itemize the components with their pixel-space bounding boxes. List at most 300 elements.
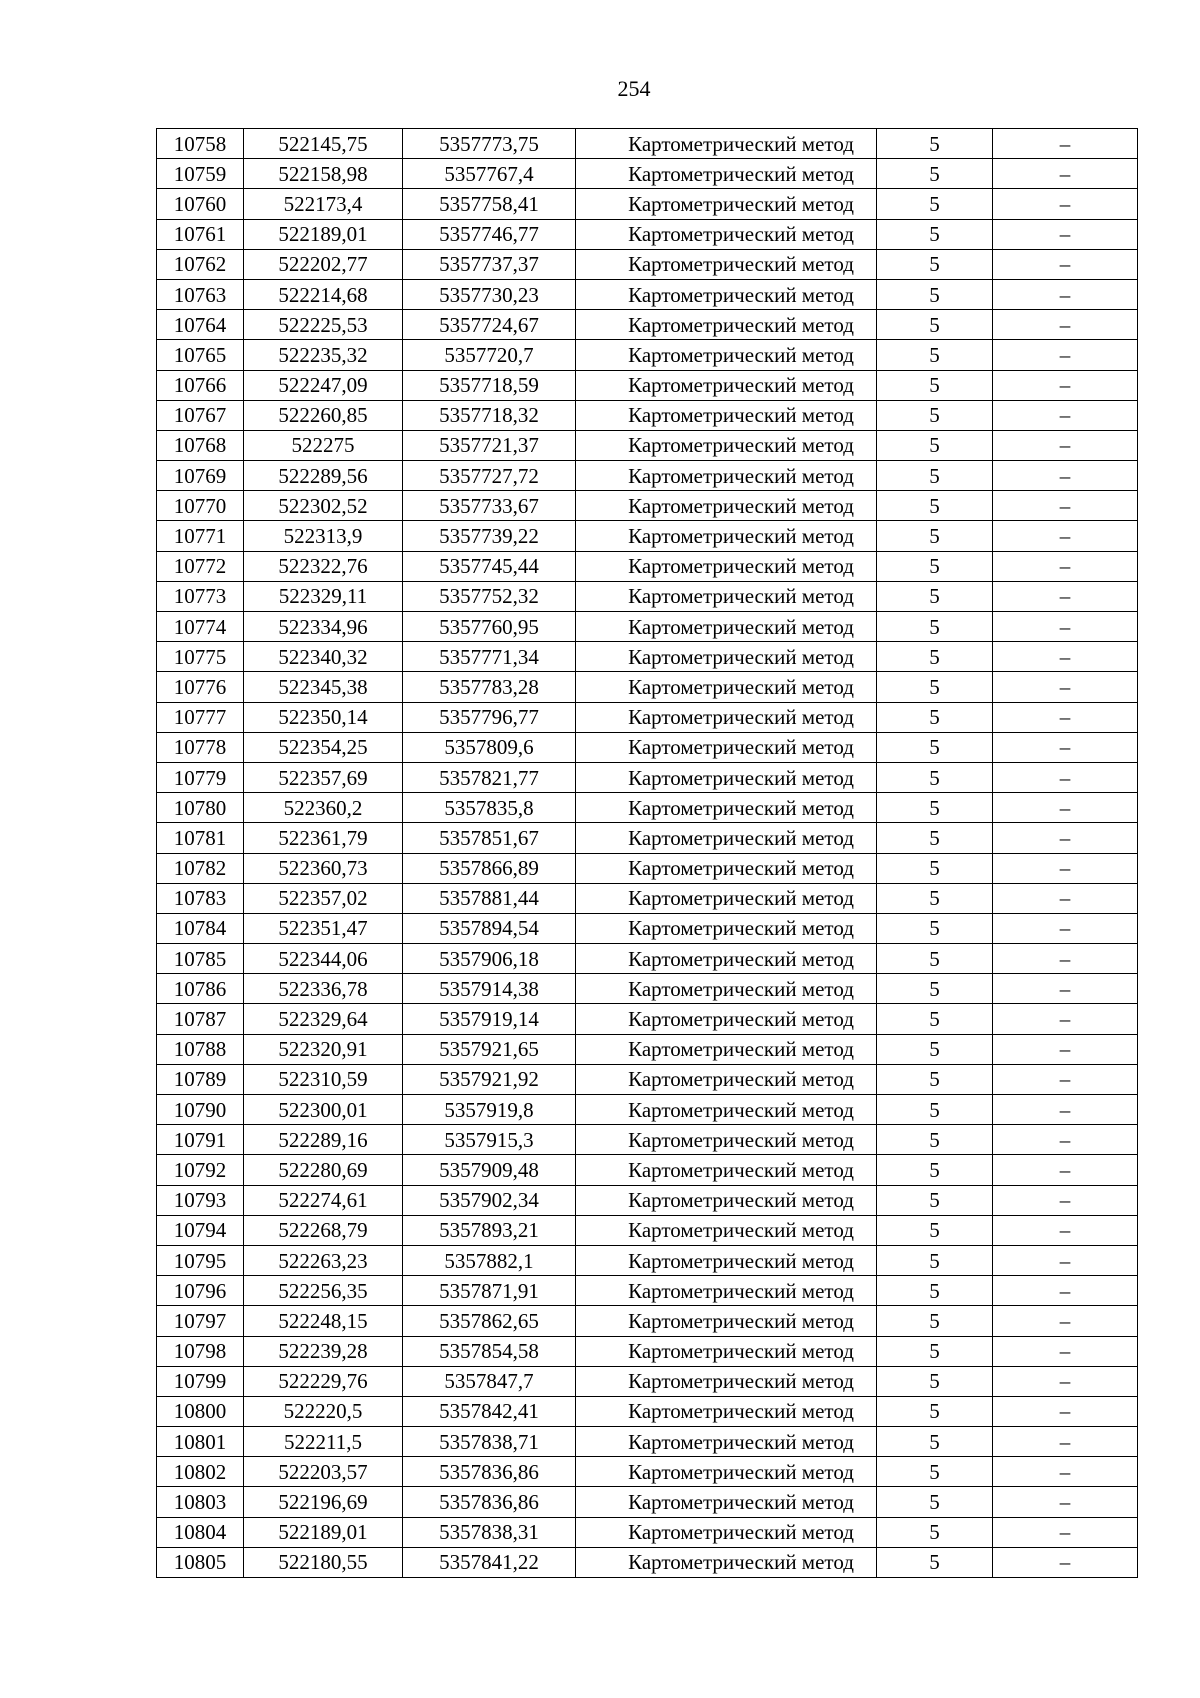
method-cell: Картометрический метод: [576, 159, 877, 189]
accuracy-cell: 5: [877, 461, 993, 491]
table-row: [157, 1547, 1138, 1577]
x-coordinate-cell: 522225,53: [244, 310, 403, 340]
table-row: [157, 1245, 1138, 1275]
method-cell: Картометрический метод: [576, 612, 877, 642]
description-cell: –: [993, 551, 1138, 581]
point-number-cell: 10775: [157, 642, 244, 672]
point-number-cell: 10788: [157, 1034, 244, 1064]
x-coordinate-cell: 522268,79: [244, 1215, 403, 1245]
point-number-cell: 10804: [157, 1517, 244, 1547]
method-cell: Картометрический метод: [576, 551, 877, 581]
y-coordinate-cell: 5357739,22: [403, 521, 576, 551]
method-cell: Картометрический метод: [576, 249, 877, 279]
y-coordinate-cell: 5357871,91: [403, 1276, 576, 1306]
y-coordinate-cell: 5357718,32: [403, 400, 576, 430]
accuracy-cell: 5: [877, 853, 993, 883]
y-coordinate-cell: 5357841,22: [403, 1547, 576, 1577]
table-row: [157, 551, 1138, 581]
y-coordinate-cell: 5357746,77: [403, 219, 576, 249]
point-number-cell: 10781: [157, 823, 244, 853]
method-cell: Картометрический метод: [576, 732, 877, 762]
coordinates-table: [156, 128, 1138, 1578]
description-cell: –: [993, 1155, 1138, 1185]
table-row: [157, 944, 1138, 974]
point-number-cell: 10760: [157, 189, 244, 219]
method-cell: Картометрический метод: [576, 279, 877, 309]
method-cell: Картометрический метод: [576, 581, 877, 611]
method-cell: Картометрический метод: [576, 642, 877, 672]
accuracy-cell: 5: [877, 551, 993, 581]
description-cell: –: [993, 1276, 1138, 1306]
page-number: 254: [617, 76, 651, 101]
description-cell: –: [993, 1185, 1138, 1215]
x-coordinate-cell: 522302,52: [244, 491, 403, 521]
description-cell: –: [993, 159, 1138, 189]
table-row: [157, 913, 1138, 943]
method-cell: Картометрический метод: [576, 370, 877, 400]
table-row: [157, 672, 1138, 702]
point-number-cell: 10773: [157, 581, 244, 611]
x-coordinate-cell: 522260,85: [244, 400, 403, 430]
x-coordinate-cell: 522322,76: [244, 551, 403, 581]
method-cell: Картометрический метод: [576, 129, 877, 159]
accuracy-cell: 5: [877, 129, 993, 159]
point-number-cell: 10771: [157, 521, 244, 551]
y-coordinate-cell: 5357862,65: [403, 1306, 576, 1336]
table-row: [157, 1396, 1138, 1426]
method-cell: Картометрический метод: [576, 1155, 877, 1185]
table-row: [157, 400, 1138, 430]
table-row: [157, 1095, 1138, 1125]
description-cell: –: [993, 732, 1138, 762]
description-cell: –: [993, 279, 1138, 309]
description-cell: –: [993, 1517, 1138, 1547]
description-cell: –: [993, 340, 1138, 370]
y-coordinate-cell: 5357771,34: [403, 642, 576, 672]
y-coordinate-cell: 5357847,7: [403, 1366, 576, 1396]
point-number-cell: 10776: [157, 672, 244, 702]
table-row: [157, 1125, 1138, 1155]
description-cell: –: [993, 974, 1138, 1004]
description-cell: –: [993, 310, 1138, 340]
table-row: [157, 1155, 1138, 1185]
x-coordinate-cell: 522202,77: [244, 249, 403, 279]
method-cell: Картометрический метод: [576, 400, 877, 430]
description-cell: –: [993, 1366, 1138, 1396]
accuracy-cell: 5: [877, 430, 993, 460]
x-coordinate-cell: 522320,91: [244, 1034, 403, 1064]
x-coordinate-cell: 522203,57: [244, 1457, 403, 1487]
point-number-cell: 10786: [157, 974, 244, 1004]
y-coordinate-cell: 5357724,67: [403, 310, 576, 340]
point-number-cell: 10767: [157, 400, 244, 430]
method-cell: Картометрический метод: [576, 1276, 877, 1306]
description-cell: –: [993, 1245, 1138, 1275]
description-cell: –: [993, 1004, 1138, 1034]
table-row: [157, 430, 1138, 460]
y-coordinate-cell: 5357921,92: [403, 1064, 576, 1094]
x-coordinate-cell: 522289,16: [244, 1125, 403, 1155]
y-coordinate-cell: 5357821,77: [403, 762, 576, 792]
method-cell: Картометрический метод: [576, 461, 877, 491]
y-coordinate-cell: 5357882,1: [403, 1245, 576, 1275]
description-cell: –: [993, 612, 1138, 642]
method-cell: Картометрический метод: [576, 1245, 877, 1275]
y-coordinate-cell: 5357835,8: [403, 793, 576, 823]
method-cell: Картометрический метод: [576, 491, 877, 521]
x-coordinate-cell: 522180,55: [244, 1547, 403, 1577]
table-body: [157, 129, 1138, 1578]
table-row: [157, 702, 1138, 732]
point-number-cell: 10768: [157, 430, 244, 460]
x-coordinate-cell: 522220,5: [244, 1396, 403, 1426]
method-cell: Картометрический метод: [576, 189, 877, 219]
accuracy-cell: 5: [877, 1125, 993, 1155]
accuracy-cell: 5: [877, 159, 993, 189]
description-cell: –: [993, 219, 1138, 249]
table-row: [157, 732, 1138, 762]
method-cell: Картометрический метод: [576, 1547, 877, 1577]
point-number-cell: 10784: [157, 913, 244, 943]
description-cell: –: [993, 1457, 1138, 1487]
method-cell: Картометрический метод: [576, 974, 877, 1004]
method-cell: Картометрический метод: [576, 340, 877, 370]
method-cell: Картометрический метод: [576, 1306, 877, 1336]
accuracy-cell: 5: [877, 491, 993, 521]
y-coordinate-cell: 5357737,37: [403, 249, 576, 279]
point-number-cell: 10791: [157, 1125, 244, 1155]
point-number-cell: 10790: [157, 1095, 244, 1125]
method-cell: Картометрический метод: [576, 521, 877, 551]
table-row: [157, 1457, 1138, 1487]
description-cell: –: [993, 642, 1138, 672]
method-cell: Картометрический метод: [576, 1215, 877, 1245]
point-number-cell: 10769: [157, 461, 244, 491]
method-cell: Картометрический метод: [576, 762, 877, 792]
description-cell: –: [993, 913, 1138, 943]
y-coordinate-cell: 5357921,65: [403, 1034, 576, 1064]
x-coordinate-cell: 522354,25: [244, 732, 403, 762]
point-number-cell: 10783: [157, 883, 244, 913]
accuracy-cell: 5: [877, 1366, 993, 1396]
table-row: [157, 461, 1138, 491]
method-cell: Картометрический метод: [576, 1396, 877, 1426]
x-coordinate-cell: 522345,38: [244, 672, 403, 702]
table-row: [157, 491, 1138, 521]
table-row: [157, 1185, 1138, 1215]
y-coordinate-cell: 5357720,7: [403, 340, 576, 370]
accuracy-cell: 5: [877, 1547, 993, 1577]
accuracy-cell: 5: [877, 793, 993, 823]
description-cell: –: [993, 762, 1138, 792]
point-number-cell: 10805: [157, 1547, 244, 1577]
accuracy-cell: 5: [877, 340, 993, 370]
method-cell: Картометрический метод: [576, 1517, 877, 1547]
x-coordinate-cell: 522196,69: [244, 1487, 403, 1517]
accuracy-cell: 5: [877, 1276, 993, 1306]
x-coordinate-cell: 522145,75: [244, 129, 403, 159]
method-cell: Картометрический метод: [576, 1427, 877, 1457]
table-row: [157, 1517, 1138, 1547]
point-number-cell: 10774: [157, 612, 244, 642]
description-cell: –: [993, 249, 1138, 279]
y-coordinate-cell: 5357718,59: [403, 370, 576, 400]
accuracy-cell: 5: [877, 400, 993, 430]
accuracy-cell: 5: [877, 1034, 993, 1064]
x-coordinate-cell: 522350,14: [244, 702, 403, 732]
x-coordinate-cell: 522248,15: [244, 1306, 403, 1336]
method-cell: Картометрический метод: [576, 853, 877, 883]
table-row: [157, 1034, 1138, 1064]
method-cell: Картометрический метод: [576, 1095, 877, 1125]
point-number-cell: 10759: [157, 159, 244, 189]
method-cell: Картометрический метод: [576, 672, 877, 702]
method-cell: Картометрический метод: [576, 1034, 877, 1064]
point-number-cell: 10785: [157, 944, 244, 974]
point-number-cell: 10793: [157, 1185, 244, 1215]
y-coordinate-cell: 5357727,72: [403, 461, 576, 491]
table-row: [157, 612, 1138, 642]
y-coordinate-cell: 5357758,41: [403, 189, 576, 219]
x-coordinate-cell: 522310,59: [244, 1064, 403, 1094]
description-cell: –: [993, 461, 1138, 491]
y-coordinate-cell: 5357721,37: [403, 430, 576, 460]
y-coordinate-cell: 5357902,34: [403, 1185, 576, 1215]
x-coordinate-cell: 522235,32: [244, 340, 403, 370]
accuracy-cell: 5: [877, 310, 993, 340]
y-coordinate-cell: 5357906,18: [403, 944, 576, 974]
table-row: [157, 762, 1138, 792]
x-coordinate-cell: 522239,28: [244, 1336, 403, 1366]
point-number-cell: 10770: [157, 491, 244, 521]
table-row: [157, 189, 1138, 219]
accuracy-cell: 5: [877, 581, 993, 611]
description-cell: –: [993, 400, 1138, 430]
y-coordinate-cell: 5357919,8: [403, 1095, 576, 1125]
method-cell: Картометрический метод: [576, 310, 877, 340]
method-cell: Картометрический метод: [576, 1366, 877, 1396]
point-number-cell: 10796: [157, 1276, 244, 1306]
description-cell: –: [993, 883, 1138, 913]
table-row: [157, 521, 1138, 551]
y-coordinate-cell: 5357854,58: [403, 1336, 576, 1366]
table-row: [157, 974, 1138, 1004]
x-coordinate-cell: 522280,69: [244, 1155, 403, 1185]
accuracy-cell: 5: [877, 1517, 993, 1547]
accuracy-cell: 5: [877, 189, 993, 219]
point-number-cell: 10777: [157, 702, 244, 732]
description-cell: –: [993, 793, 1138, 823]
description-cell: –: [993, 430, 1138, 460]
accuracy-cell: 5: [877, 1396, 993, 1426]
description-cell: –: [993, 521, 1138, 551]
x-coordinate-cell: 522247,09: [244, 370, 403, 400]
table-row: [157, 1306, 1138, 1336]
description-cell: –: [993, 1215, 1138, 1245]
x-coordinate-cell: 522351,47: [244, 913, 403, 943]
point-number-cell: 10765: [157, 340, 244, 370]
point-number-cell: 10792: [157, 1155, 244, 1185]
point-number-cell: 10763: [157, 279, 244, 309]
point-number-cell: 10801: [157, 1427, 244, 1457]
description-cell: –: [993, 189, 1138, 219]
x-coordinate-cell: 522313,9: [244, 521, 403, 551]
table-row: [157, 1427, 1138, 1457]
y-coordinate-cell: 5357838,31: [403, 1517, 576, 1547]
y-coordinate-cell: 5357733,67: [403, 491, 576, 521]
method-cell: Картометрический метод: [576, 883, 877, 913]
x-coordinate-cell: 522344,06: [244, 944, 403, 974]
x-coordinate-cell: 522158,98: [244, 159, 403, 189]
table-row: [157, 1004, 1138, 1034]
table-row: [157, 279, 1138, 309]
table-row: [157, 1366, 1138, 1396]
accuracy-cell: 5: [877, 672, 993, 702]
y-coordinate-cell: 5357809,6: [403, 732, 576, 762]
x-coordinate-cell: 522360,73: [244, 853, 403, 883]
x-coordinate-cell: 522189,01: [244, 219, 403, 249]
accuracy-cell: 5: [877, 1457, 993, 1487]
x-coordinate-cell: 522357,69: [244, 762, 403, 792]
description-cell: –: [993, 1034, 1138, 1064]
accuracy-cell: 5: [877, 279, 993, 309]
description-cell: –: [993, 1336, 1138, 1366]
description-cell: –: [993, 1306, 1138, 1336]
accuracy-cell: 5: [877, 1215, 993, 1245]
x-coordinate-cell: 522275: [244, 430, 403, 460]
point-number-cell: 10780: [157, 793, 244, 823]
accuracy-cell: 5: [877, 642, 993, 672]
description-cell: –: [993, 129, 1138, 159]
accuracy-cell: 5: [877, 732, 993, 762]
y-coordinate-cell: 5357838,71: [403, 1427, 576, 1457]
y-coordinate-cell: 5357836,86: [403, 1487, 576, 1517]
table-row: [157, 1215, 1138, 1245]
accuracy-cell: 5: [877, 762, 993, 792]
x-coordinate-cell: 522334,96: [244, 612, 403, 642]
method-cell: Картометрический метод: [576, 1064, 877, 1094]
accuracy-cell: 5: [877, 1427, 993, 1457]
point-number-cell: 10758: [157, 129, 244, 159]
y-coordinate-cell: 5357730,23: [403, 279, 576, 309]
table-row: [157, 581, 1138, 611]
y-coordinate-cell: 5357842,41: [403, 1396, 576, 1426]
y-coordinate-cell: 5357745,44: [403, 551, 576, 581]
method-cell: Картометрический метод: [576, 793, 877, 823]
accuracy-cell: 5: [877, 1155, 993, 1185]
accuracy-cell: 5: [877, 370, 993, 400]
y-coordinate-cell: 5357773,75: [403, 129, 576, 159]
description-cell: –: [993, 1487, 1138, 1517]
y-coordinate-cell: 5357915,3: [403, 1125, 576, 1155]
x-coordinate-cell: 522336,78: [244, 974, 403, 1004]
accuracy-cell: 5: [877, 913, 993, 943]
accuracy-cell: 5: [877, 974, 993, 1004]
y-coordinate-cell: 5357909,48: [403, 1155, 576, 1185]
table-row: [157, 1336, 1138, 1366]
table-row: [157, 219, 1138, 249]
point-number-cell: 10779: [157, 762, 244, 792]
y-coordinate-cell: 5357893,21: [403, 1215, 576, 1245]
x-coordinate-cell: 522256,35: [244, 1276, 403, 1306]
y-coordinate-cell: 5357752,32: [403, 581, 576, 611]
description-cell: –: [993, 1095, 1138, 1125]
accuracy-cell: 5: [877, 612, 993, 642]
y-coordinate-cell: 5357914,38: [403, 974, 576, 1004]
method-cell: Картометрический метод: [576, 823, 877, 853]
table-row: [157, 823, 1138, 853]
table-row: [157, 793, 1138, 823]
accuracy-cell: 5: [877, 1487, 993, 1517]
y-coordinate-cell: 5357796,77: [403, 702, 576, 732]
table-row: [157, 1276, 1138, 1306]
point-number-cell: 10764: [157, 310, 244, 340]
table-row: [157, 159, 1138, 189]
point-number-cell: 10802: [157, 1457, 244, 1487]
accuracy-cell: 5: [877, 702, 993, 732]
point-number-cell: 10798: [157, 1336, 244, 1366]
x-coordinate-cell: 522173,4: [244, 189, 403, 219]
y-coordinate-cell: 5357866,89: [403, 853, 576, 883]
method-cell: Картометрический метод: [576, 1004, 877, 1034]
point-number-cell: 10794: [157, 1215, 244, 1245]
table-row: [157, 340, 1138, 370]
accuracy-cell: 5: [877, 1306, 993, 1336]
x-coordinate-cell: 522340,32: [244, 642, 403, 672]
method-cell: Картометрический метод: [576, 1125, 877, 1155]
x-coordinate-cell: 522214,68: [244, 279, 403, 309]
x-coordinate-cell: 522360,2: [244, 793, 403, 823]
accuracy-cell: 5: [877, 1185, 993, 1215]
description-cell: –: [993, 823, 1138, 853]
description-cell: –: [993, 853, 1138, 883]
description-cell: –: [993, 1427, 1138, 1457]
x-coordinate-cell: 522211,5: [244, 1427, 403, 1457]
method-cell: Картометрический метод: [576, 430, 877, 460]
description-cell: –: [993, 1125, 1138, 1155]
table-row: [157, 310, 1138, 340]
y-coordinate-cell: 5357836,86: [403, 1457, 576, 1487]
method-cell: Картометрический метод: [576, 913, 877, 943]
accuracy-cell: 5: [877, 1336, 993, 1366]
description-cell: –: [993, 1547, 1138, 1577]
y-coordinate-cell: 5357851,67: [403, 823, 576, 853]
accuracy-cell: 5: [877, 249, 993, 279]
accuracy-cell: 5: [877, 1004, 993, 1034]
description-cell: –: [993, 491, 1138, 521]
point-number-cell: 10782: [157, 853, 244, 883]
point-number-cell: 10766: [157, 370, 244, 400]
y-coordinate-cell: 5357894,54: [403, 913, 576, 943]
y-coordinate-cell: 5357919,14: [403, 1004, 576, 1034]
description-cell: –: [993, 1396, 1138, 1426]
description-cell: –: [993, 370, 1138, 400]
description-cell: –: [993, 672, 1138, 702]
description-cell: –: [993, 1064, 1138, 1094]
table-row: [157, 853, 1138, 883]
accuracy-cell: 5: [877, 823, 993, 853]
y-coordinate-cell: 5357881,44: [403, 883, 576, 913]
method-cell: Картометрический метод: [576, 1487, 877, 1517]
table-row: [157, 370, 1138, 400]
accuracy-cell: 5: [877, 1095, 993, 1125]
point-number-cell: 10762: [157, 249, 244, 279]
point-number-cell: 10799: [157, 1366, 244, 1396]
point-number-cell: 10778: [157, 732, 244, 762]
accuracy-cell: 5: [877, 521, 993, 551]
x-coordinate-cell: 522361,79: [244, 823, 403, 853]
x-coordinate-cell: 522329,64: [244, 1004, 403, 1034]
